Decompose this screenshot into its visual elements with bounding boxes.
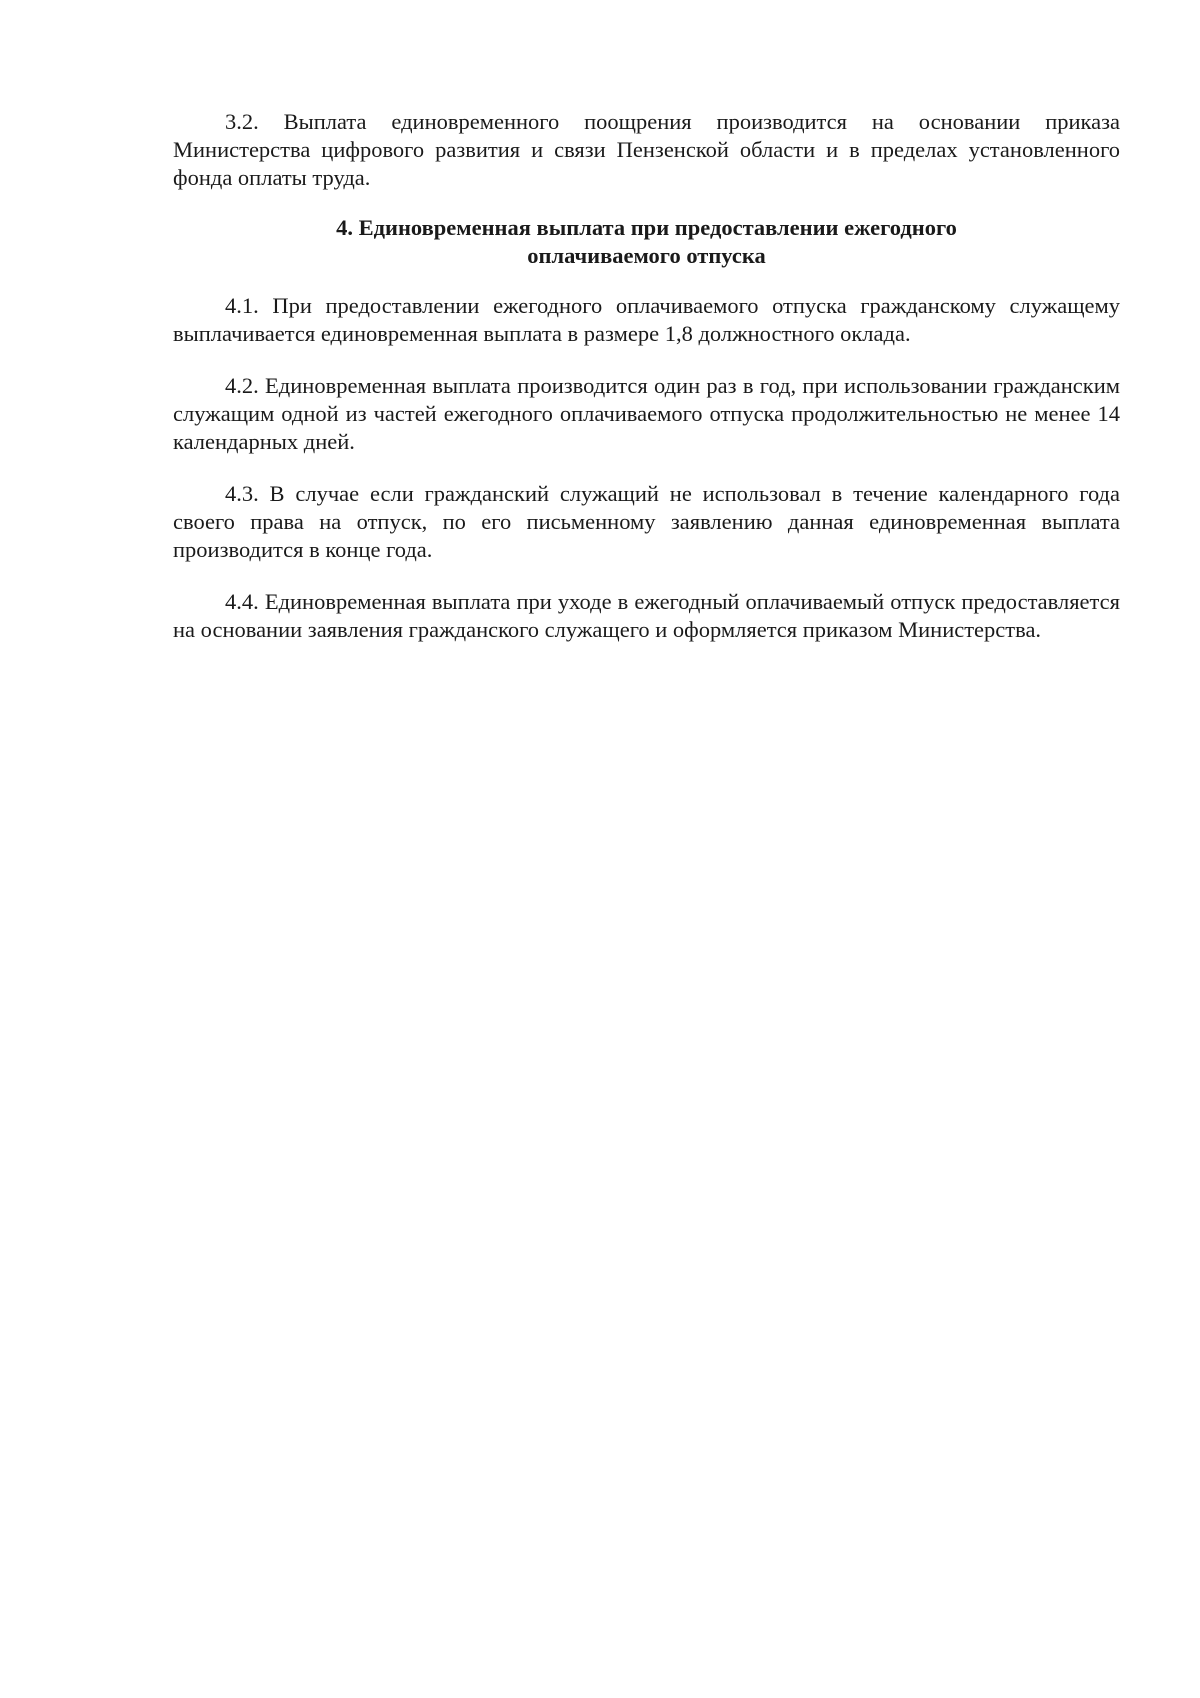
section-4-heading — [173, 214, 1120, 270]
paragraph-4-2: 4.2. Единовременная выплата производится один раз в год, при использовании гражданским служащим одной из частей ежегодного оплачиваемого отпуска продолжительностью не менее 14 календарных дней. — [173, 373, 1120, 454]
paragraph-4-1: 4.1. При предоставлении ежегодного оплачиваемого отпуска гражданскому служащему выплачивается единовременная выплата в размере 1,8 должностного оклада. — [173, 293, 1120, 346]
paragraph-4-4: 4.4. Единовременная выплата при уходе в ежегодный оплачиваемый отпуск предоставляется на основании заявления гражданского служащего и оформляется приказом Министерства. — [173, 589, 1120, 642]
paragraph-4-3: 4.3. В случае если гражданский служащий не использовал в течение календарного года своего права на отпуск, по его письменному заявлению данная единовременная выплата производится в конце года. — [173, 481, 1120, 562]
document-page — [173, 108, 1120, 644]
section-4-heading-line-1: 4. Единовременная выплата при предоставлении ежегодного — [336, 215, 957, 240]
section-4-heading-line-2: оплачиваемого отпуска — [527, 243, 766, 268]
paragraph-3-2: 3.2. Выплата единовременного поощрения производится на основании приказа Министерства цифрового развития и связи Пензенской области и в пределах установленного фонда оплаты труда. — [173, 109, 1120, 190]
